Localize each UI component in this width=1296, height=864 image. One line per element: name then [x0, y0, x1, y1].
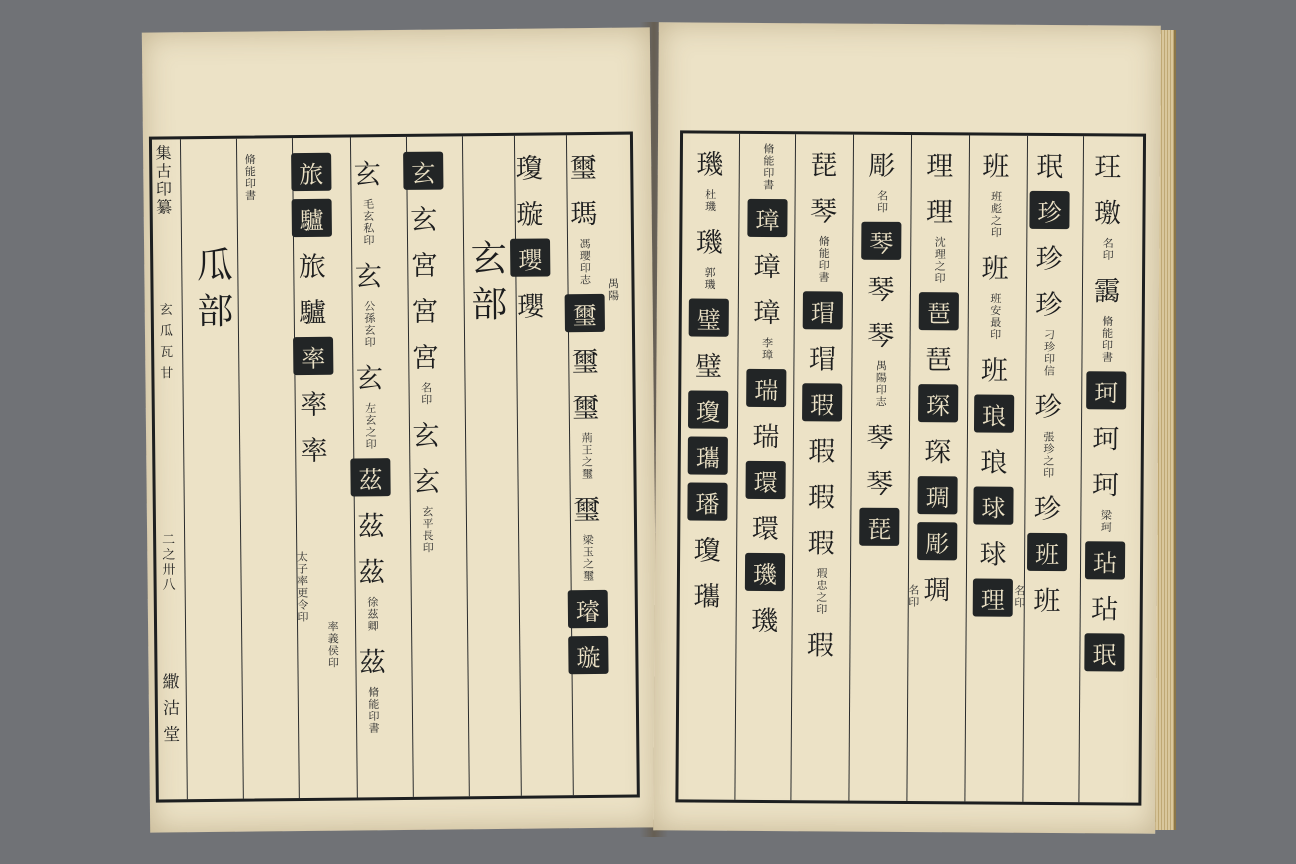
seal-caption: 脩能印書	[761, 142, 775, 192]
seal-impression: 玄	[412, 420, 440, 452]
seal-impression: 瓗	[688, 436, 728, 474]
seal-impression: 玄	[355, 362, 384, 394]
seal-caption: 名印	[875, 189, 889, 214]
seal-impression: 璧	[694, 351, 723, 383]
seal-impression: 珍	[1035, 243, 1063, 275]
seal-impression: 瓔	[510, 238, 550, 276]
seal-impression: 玄	[353, 158, 381, 190]
seal-impression: 班	[1027, 533, 1067, 571]
seal-impression: 班	[982, 151, 1010, 183]
seal-caption: 名印	[1101, 237, 1115, 262]
seal-impression: 球	[973, 486, 1013, 524]
seal-caption: 瑕忠之印	[814, 567, 829, 616]
seal-impression: 宮	[410, 250, 438, 282]
seal-impression: 琴	[867, 320, 895, 352]
seal-impression: 靄	[1093, 275, 1121, 307]
seal-caption: 梁珂	[1099, 509, 1113, 534]
seal-impression: 理	[925, 196, 954, 228]
seal-impression: 琶	[924, 344, 953, 376]
seal-impression: 琴	[867, 274, 895, 306]
seal-impression: 茲	[357, 556, 386, 588]
seal-column	[800, 143, 844, 661]
seal-impression: 率	[300, 435, 328, 467]
margin-section: 玄 瓜 瓦 甘	[156, 302, 173, 381]
seal-impression: 璽	[571, 346, 599, 378]
seal-impression: 琱	[917, 476, 957, 514]
seal-impression: 璋	[753, 251, 781, 283]
seal-impression: 琅	[980, 447, 1008, 479]
seal-caption: 玄平長印	[420, 505, 435, 554]
seal-impression: 璬	[1093, 197, 1122, 229]
right-page	[653, 22, 1161, 833]
seal-impression: 珍	[1029, 191, 1069, 229]
seal-column	[973, 144, 1016, 616]
seal-impression: 琴	[861, 222, 901, 260]
seal-column	[403, 152, 447, 554]
seal-impression: 宮	[411, 296, 439, 328]
seal-impression: 琴	[866, 422, 894, 454]
seal-impression: 瓔	[517, 290, 545, 323]
seal-impression: 琶	[919, 292, 959, 330]
seal-impression: 茲	[357, 510, 385, 542]
seal-impression: 玄	[403, 152, 443, 190]
seal-impression: 璿	[568, 590, 608, 628]
seal-caption: 左玄之印	[363, 402, 378, 451]
seal-caption: 脩能印書	[1100, 315, 1114, 364]
seal-impression: 瑞	[752, 421, 780, 453]
seal-impression: 瑕	[802, 383, 842, 421]
seal-caption: 名印	[1012, 584, 1026, 609]
seal-impression: 璧	[689, 298, 729, 336]
seal-impression: 璣	[695, 227, 723, 259]
seal-caption: 梁玉之璽	[581, 533, 595, 583]
seal-impression: 玷	[1085, 541, 1125, 579]
margin-folio: 二之卅八	[159, 532, 175, 593]
seal-impression: 率	[300, 389, 328, 421]
seal-caption: 禺陽	[606, 277, 620, 302]
seal-impression: 瑁	[803, 291, 843, 329]
seal-impression: 球	[979, 539, 1007, 571]
seal-impression: 環	[746, 461, 786, 499]
seal-caption: 刁珍印信	[1042, 328, 1056, 378]
radical-heading-gua: 瓜部	[191, 245, 234, 339]
seal-column	[1084, 145, 1128, 671]
seal-impression: 驢	[292, 199, 332, 237]
seal-impression: 玄	[354, 260, 383, 292]
seal-caption: 馮瓔印志	[578, 237, 592, 287]
seal-caption: 李璋	[760, 336, 774, 362]
seal-impression: 琴	[809, 195, 838, 228]
seal-column	[917, 144, 960, 606]
seal-caption: 徐茲卿	[365, 596, 380, 633]
seal-impression: 彫	[868, 150, 896, 182]
seal-column	[347, 152, 393, 734]
seal-impression: 瑞	[746, 369, 786, 407]
seal-impression: 璽	[569, 152, 597, 184]
seal-impression: 璣	[751, 605, 779, 637]
seal-impression: 瑕	[808, 435, 836, 467]
seal-impression: 驢	[299, 297, 327, 329]
seal-impression: 彫	[917, 522, 957, 560]
seal-column	[745, 143, 788, 637]
seal-caption: 名印	[906, 584, 920, 609]
seal-impression: 茲	[358, 646, 387, 678]
seal-impression: 瓊	[688, 390, 728, 428]
seal-impression: 珍	[1034, 391, 1062, 423]
seal-impression: 璠	[687, 482, 727, 520]
seal-impression: 琱	[923, 574, 951, 606]
seal-impression: 璣	[696, 149, 724, 181]
seal-column	[509, 146, 551, 322]
seal-caption: 郭璣	[702, 266, 717, 291]
seal-caption: 張珍之印	[1041, 430, 1055, 480]
seal-impression: 環	[751, 513, 779, 545]
radical-heading-xuan: 玄部	[465, 238, 507, 332]
seal-impression: 珂	[1091, 469, 1120, 501]
seal-impression: 琛	[924, 436, 952, 468]
seal-caption: 脩能印書	[243, 153, 257, 202]
seal-column	[859, 144, 902, 546]
seal-impression: 珉	[1036, 151, 1064, 183]
seal-impression: 率	[293, 337, 333, 375]
seal-caption: 沈理之印	[933, 236, 947, 285]
seal-impression: 宮	[411, 342, 439, 374]
seal-impression: 瓗	[693, 581, 721, 613]
seal-impression: 瑁	[808, 343, 837, 376]
seal-impression: 班	[980, 355, 1009, 387]
seal-caption: 毛玄私印	[361, 198, 376, 247]
seal-impression: 瑪	[570, 198, 598, 230]
seal-impression: 珉	[1084, 633, 1124, 671]
seal-caption: 脩能印書	[366, 686, 381, 735]
seal-impression: 璽	[573, 494, 601, 526]
margin-publisher: 繖 沽 堂	[158, 672, 180, 745]
seal-impression: 瑕	[807, 481, 836, 513]
seal-caption: 班彪之印	[989, 190, 1003, 239]
seal-impression: 珂	[1086, 371, 1126, 409]
seal-impression: 玷	[1091, 593, 1119, 625]
seal-impression: 琵	[859, 508, 899, 546]
seal-caption: 班安最印	[988, 292, 1002, 341]
seal-impression: 瑕	[807, 527, 835, 559]
seal-impression: 玨	[1094, 151, 1122, 183]
seal-impression: 瓊	[693, 535, 721, 567]
seal-impression: 瓊	[515, 152, 543, 185]
left-page	[142, 27, 658, 832]
seal-caption: 名印	[419, 381, 433, 406]
seal-caption: 脩能印書	[817, 235, 831, 284]
seal-impression: 班	[1033, 585, 1061, 617]
seal-caption: 率義侯印	[325, 620, 340, 669]
seal-column	[1027, 145, 1070, 617]
seal-impression: 理	[926, 150, 954, 182]
seal-impression: 璋	[747, 199, 787, 237]
seal-caption: 杜璣	[703, 188, 717, 213]
seal-impression: 瑕	[806, 629, 835, 661]
seal-impression: 玄	[412, 466, 441, 498]
seal-caption: 太子率更令印	[295, 550, 310, 624]
seal-column	[563, 146, 609, 674]
seal-impression: 玄	[410, 204, 438, 236]
seal-caption: 禺陽印志	[874, 359, 888, 408]
seal-impression: 琴	[866, 468, 894, 500]
seal-impression: 琵	[810, 149, 838, 182]
seal-impression: 珍	[1035, 289, 1063, 321]
seal-impression: 璋	[753, 297, 781, 329]
seal-column	[687, 142, 730, 612]
seal-impression: 珍	[1033, 493, 1062, 525]
seal-impression: 旅	[291, 153, 331, 191]
seal-impression: 琅	[974, 394, 1014, 432]
seal-impression: 茲	[350, 458, 390, 496]
seal-caption: 荊王之璽	[580, 431, 594, 481]
seal-impression: 璣	[745, 553, 785, 591]
seal-column	[291, 153, 334, 467]
seal-impression: 旅	[298, 251, 326, 283]
margin-title: 集古印纂	[152, 144, 173, 217]
seal-caption: 公孫玄印	[362, 300, 377, 349]
seal-impression: 璽	[565, 294, 605, 332]
seal-impression: 璽	[572, 392, 600, 424]
seal-impression: 理	[973, 578, 1013, 616]
seal-impression: 璇	[568, 636, 608, 674]
seal-impression: 琛	[918, 384, 958, 422]
seal-impression: 班	[981, 253, 1009, 285]
seal-impression: 璇	[516, 198, 544, 231]
seal-impression: 珂	[1092, 423, 1120, 455]
